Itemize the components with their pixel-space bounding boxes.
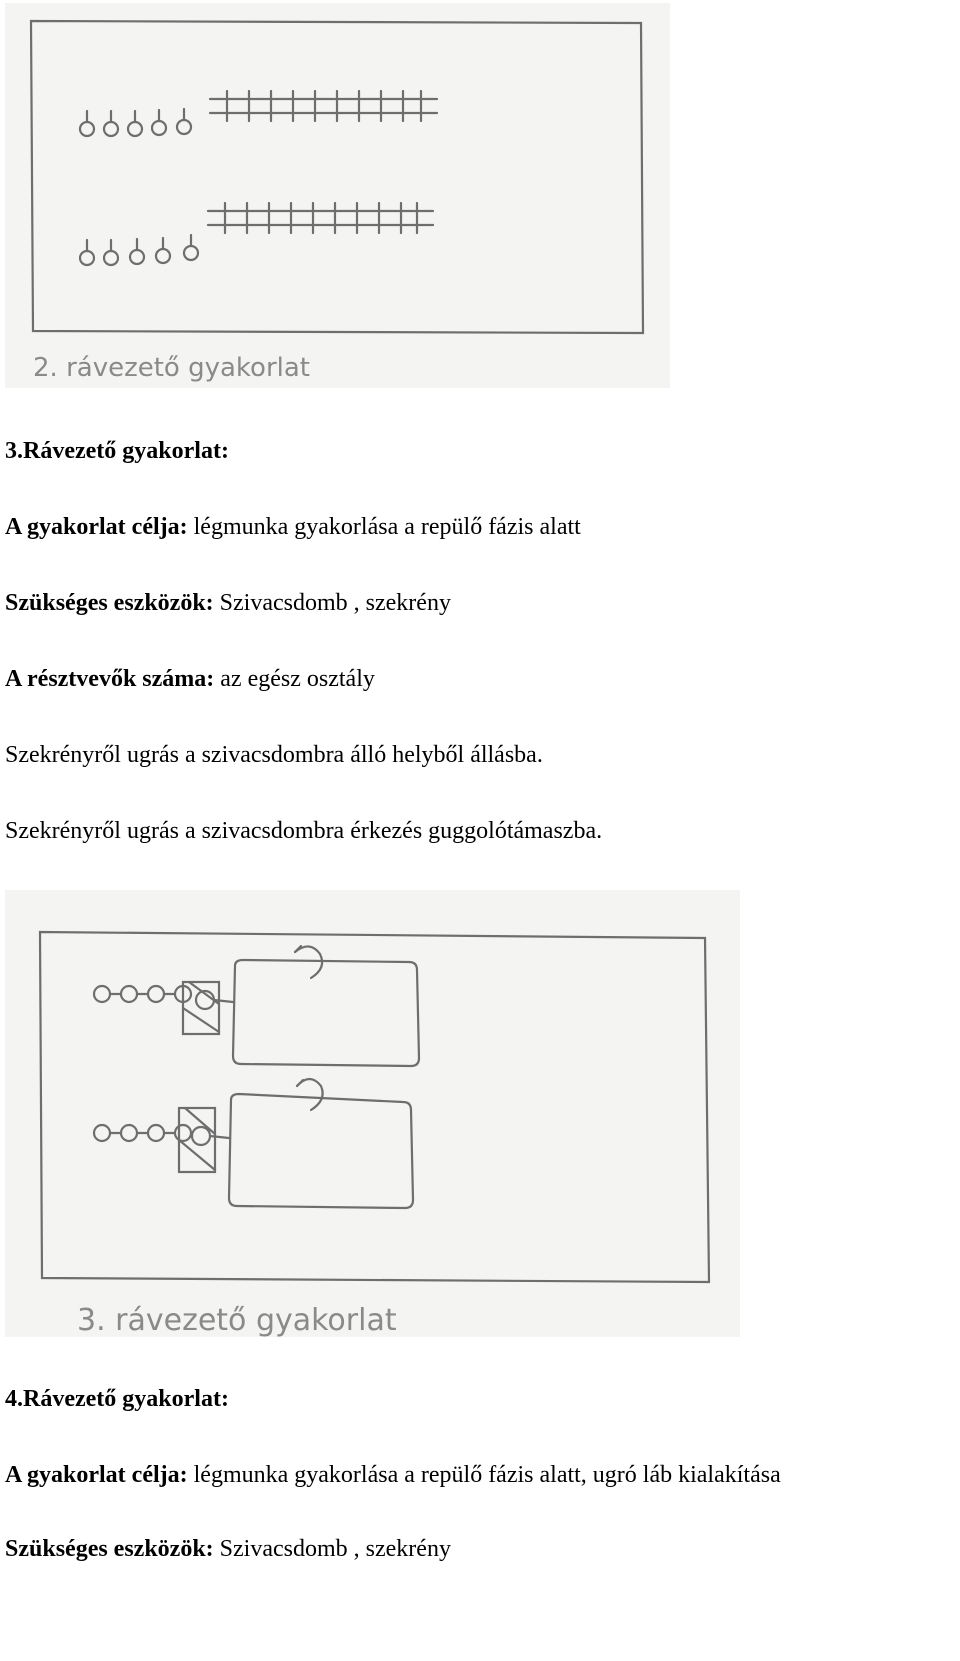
section3-goal-value: légmunka gyakorlása a repülő fázis alatt — [187, 514, 581, 540]
section4-goal — [5, 1460, 781, 1490]
section3-participants-label: A résztvevők száma: — [5, 666, 215, 692]
section3-participants-value: az egész osztály — [214, 666, 375, 692]
section3-participants — [5, 664, 375, 694]
sketch-exercise-3-caption: 3. rávezető gyakorlat — [77, 1303, 397, 1337]
section3-step1: Szekrényről ugrás a szivacsdombra álló helyből állásba. — [5, 742, 543, 768]
section3-tools-label: Szükséges eszközök: — [5, 590, 214, 616]
section4-heading: 4.Rávezető gyakorlat: — [5, 1386, 229, 1412]
section4-tools — [5, 1534, 451, 1564]
sketch-exercise-3 — [5, 890, 740, 1337]
section4-goal-label: A gyakorlat célja: — [5, 1462, 188, 1488]
section3-tools — [5, 588, 451, 618]
section3-goal-label: A gyakorlat célja: — [5, 514, 188, 540]
section4-tools-label: Szükséges eszközök: — [5, 1536, 214, 1562]
sketch-exercise-2-caption: 2. rávezető gyakorlat — [33, 353, 310, 383]
section4-tools-value: Szivacsdomb , szekrény — [213, 1536, 451, 1562]
sketch-exercise-2-drawing — [5, 3, 670, 388]
sketch-exercise-3-drawing — [5, 890, 740, 1337]
section3-step2: Szekrényről ugrás a szivacsdombra érkezés guggolótámaszba. — [5, 818, 603, 844]
sketch-exercise-2 — [5, 3, 670, 388]
section3-goal — [5, 512, 581, 542]
section3-tools-value: Szivacsdomb , szekrény — [213, 590, 451, 616]
section3-heading: 3.Rávezető gyakorlat: — [5, 438, 229, 464]
section4-goal-value: légmunka gyakorlása a repülő fázis alatt, ugró láb kialakítása — [187, 1462, 781, 1488]
